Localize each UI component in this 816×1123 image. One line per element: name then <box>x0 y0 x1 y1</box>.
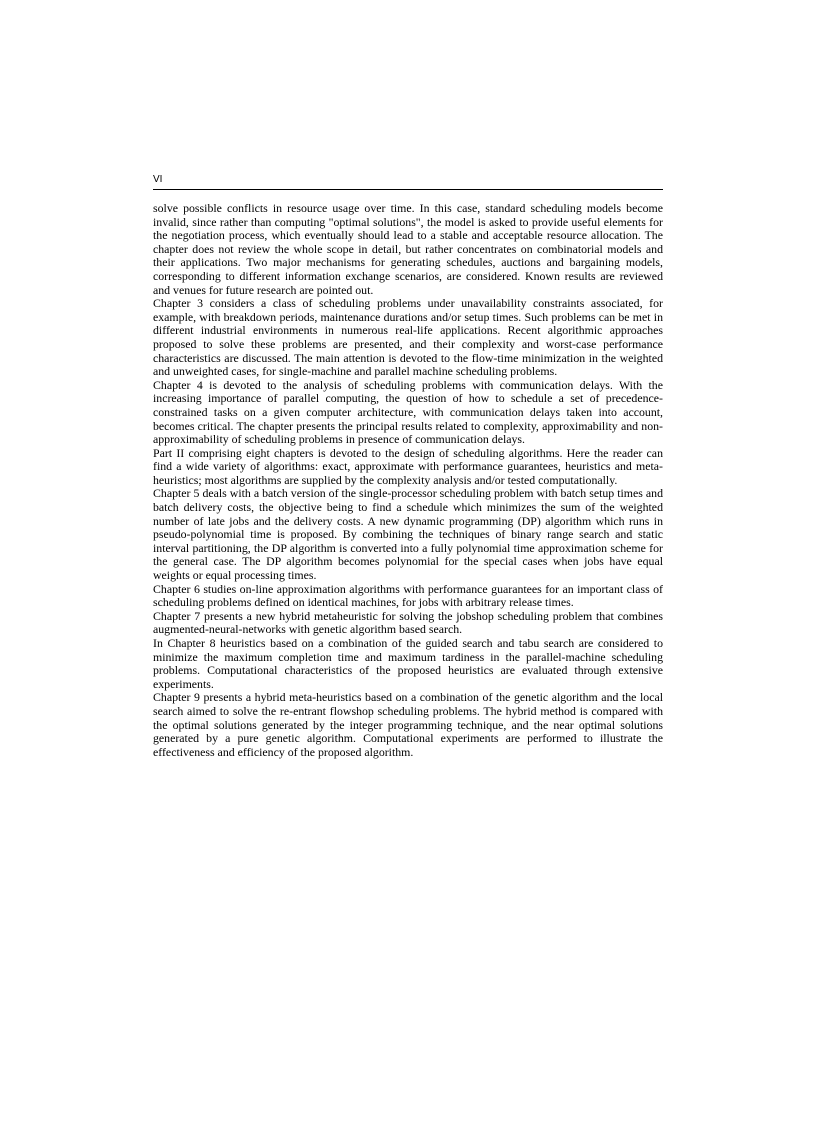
page-number: VI <box>153 174 163 185</box>
body-text <box>153 202 663 759</box>
paragraph-chapter-3: Chapter 3 considers a class of scheduling problems under unavailability constraints associated, for example, with breakdown periods, maintenance durations and/or setup times. Such problems can be met in different industrial environments in numerous real-life applications. Recent algorithmic approaches proposed to solve these problems are presented, and their complexity and worst-case performance characteristics are discussed. The main attention is devoted to the flow-time minimization in the weighted and unweighted cases, for single-machine and parallel machine scheduling problems. <box>153 296 663 379</box>
paragraph-chapter-6: Chapter 6 studies on-line approximation algorithms with performance guarantees for an important class of scheduling problems defined on identical machines, for jobs with arbitrary release times. <box>153 581 663 610</box>
paragraph-chapter-2-continued: solve possible conflicts in resource usage over time. In this case, standard scheduling models become invalid, since rather than computing "optimal solutions", the model is asked to provide useful elements for the negotiation process, which eventually should lead to a stable and acceptable resource allocation. The chapter does not review the whole scope in detail, but rather concentrates on combinatorial models and their applications. Two major mechanisms for generating schedules, auctions and bargaining models, corresponding to different information exchange scenarios, are considered. Known results are reviewed and venues for future research are pointed out. <box>153 201 663 297</box>
page-header <box>153 174 663 190</box>
paragraph-chapter-5: Chapter 5 deals with a batch version of the single-processor scheduling problem with batch setup times and batch delivery costs, the objective being to find a schedule which minimizes the sum of the weighted number of late jobs and the delivery costs. A new dynamic programming (DP) algorithm which runs in pseudo-polynomial time is proposed. By combining the techniques of binary range search and static interval partitioning, the DP algorithm is converted into a fully polynomial time approximation scheme for the general case. The DP algorithm becomes polynomial for the special cases when jobs have equal weights or equal processing times. <box>153 486 663 583</box>
paragraph-chapter-4: Chapter 4 is devoted to the analysis of scheduling problems with communication delays. With the increasing importance of parallel computing, the question of how to schedule a set of precedence-constrained tasks on a given computer architecture, with communication delays taken into account, becomes critical. The chapter presents the principal results related to complexity, approximability and non-approximability of scheduling problems in presence of communication delays. <box>153 377 663 447</box>
paragraph-chapter-8: In Chapter 8 heuristics based on a combination of the guided search and tabu search are considered to minimize the maximum completion time and maximum tardiness in the parallel-machine scheduling problems. Computational characteristics of the proposed heuristics are evaluated through extensive experiments. <box>153 636 663 691</box>
paragraph-part-2: Part II comprising eight chapters is devoted to the design of scheduling algorithms. Here the reader can find a wide variety of algorithms: exact, approximate with performance guarantees, heuristics and meta-heuristics; most algorithms are supplied by the complexity analysis and/or tested computationally. <box>153 445 663 487</box>
paragraph-chapter-9: Chapter 9 presents a hybrid meta-heuristics based on a combination of the genetic algorithm and the local search aimed to solve the re-entrant flowshop scheduling problems. The hybrid method is compared with the optimal solutions generated by the integer programming technique, and the near optimal solutions generated by a pure genetic algorithm. Computational experiments are performed to illustrate the effectiveness and efficiency of the proposed algorithm. <box>153 690 663 759</box>
paragraph-chapter-7: Chapter 7 presents a new hybrid metaheuristic for solving the jobshop scheduling problem that combines augmented-neural-networks with genetic algorithm based search. <box>153 608 663 637</box>
